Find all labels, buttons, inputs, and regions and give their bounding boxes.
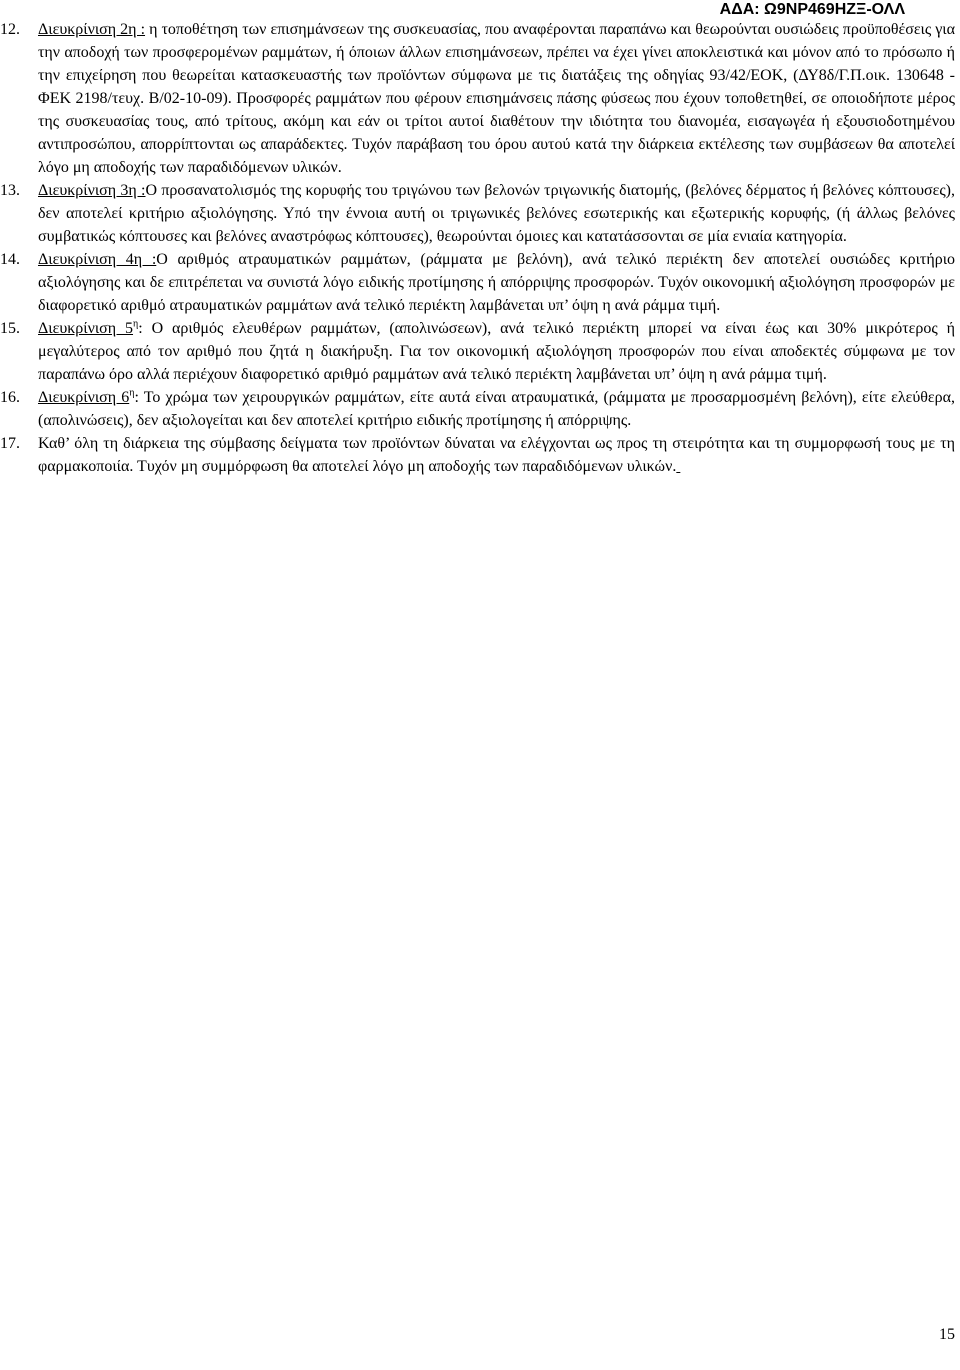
- list-item-16: [0, 386, 955, 432]
- item-text: : Ο αριθμός ελευθέρων ραμμάτων, (απολινώσεων), ανά τελικό περιέκτη μπορεί να είναι έως και 30% μικρότερος ή μεγαλύτερος από τον αριθμό που ζητά η διακήρυξη. Για τον οικονομική αξιολόγηση προσφορών που είναι αποδεκτές σύμφωνα με τον παραπάνω όρο αλλά περιέχουν διαφορετικό αριθμό ραμμάτων ανά τελικό περιέκτη λαμβάνεται υπ’ όψη η ανά ράμμα τιμή.: [38, 320, 955, 383]
- item-title: Διευκρίνιση 2η :: [38, 21, 146, 38]
- list-item-14: [0, 248, 955, 317]
- item-number: 17.: [0, 435, 20, 452]
- item-text: : Το χρώμα των χειρουργικών ραμμάτων, είτε αυτά είναι ατραυματικά, (ράμματα με προσαρμοσμένη βελόνη), είτε ελεύθερα, (απολινώσεις), δεν αξιολογείται και δεν αποτελεί κριτήριο ειδικής προτίμησης ή απόρριψης.: [38, 389, 956, 429]
- list-item-13: [0, 179, 955, 248]
- item-text: Ο αριθμός ατραυματικών ραμμάτων, (ράμματα με βελόνη), ανά τελικό περιέκτη δεν αποτελεί ουσιώδες κριτήριο αξιολόγησης και δε επιτρέπεται να συνιστά λόγο ειδικής προτίμησης ή απόρριψης προσφορών. Τυχόν οικονομική αξιολόγηση προσφορών με διαφορετικό αριθμό ατραυματικών ραμμάτων ανά τελικό περιέκτη λαμβάνεται υπ’ όψη η ανά ράμμα τιμή.: [38, 251, 955, 314]
- item-number: 13.: [0, 182, 20, 199]
- ada-code: ΑΔΑ: Ω9ΝΡ469ΗΖΞ-ΟΛΛ: [719, 1, 905, 18]
- list-item-15: [0, 317, 955, 386]
- item-title: Διευκρίνιση 6: [38, 389, 130, 406]
- page-number: 15: [939, 1326, 955, 1343]
- item-number: 16.: [0, 389, 20, 406]
- item-number: 12.: [0, 21, 20, 38]
- item-text: η τοποθέτηση των επισημάνσεων της συσκευασίας, που αναφέρονται παραπάνω και θεωρούνται ουσιώδεις προϋποθέσεις για την αποδοχή των προσφερομένων ραμμάτων, ή όποιων άλλων επισημάνσεων, πρέπει να έχει γίνει αποκλειστικά και μόνον από το πρόσωπο ή την επιχείρηση που θεωρείται κατασκευαστής των προϊόντων σύμφωνα με τις διατάξεις της οδηγίας 93/42/ΕΟΚ, (ΔΥ8δ/Γ.Π.οικ. 130648 - ΦΕΚ 2198/τευχ. Β/02-10-09). Προσφορές ραμμάτων που φέρουν επισημάνσεις πάσης φύσεως που έχουν τοποθετηθεί, σε οποιοδήποτε μέρος της συσκευασίας τους, από τρίτους, ακόμη και εάν οι τρίτοι αυτοί διαθέτουν την ιδιότητα του διανομέα, εισαγωγέα ή εξουσιοδοτημένου αντιπροσώπου, απορρίπτονται ως απαράδεκτες. Τυχόν παράβαση του όρου αυτού κατά την διάρκεια εκτέλεσης των συμβάσεων θα αποτελεί λόγο μη αποδοχής των παραδιδόμενων υλικών.: [38, 21, 955, 176]
- item-title: Διευκρίνιση 3η :: [38, 182, 146, 199]
- item-number: 14.: [0, 251, 20, 268]
- item-text: Ο προσανατολισμός της κορυφής του τριγώνου των βελονών τριγωνικής διατομής, (βελόνες δέρματος ή βελόνες κόπτουσες), δεν αποτελεί κριτήριο αξιολόγησης. Υπό την έννοια αυτή οι τριγωνικές βελόνες εσωτερικής και εξωτερικής κορυφής, (ή άλλως βελόνες συμβατικώς κόπτουσες και βελόνες αναστρόφως κόπτουσες), θεωρούνται όμοιες και κατατάσσονται σε μία ενιαία κατηγορία.: [38, 182, 956, 245]
- list-item-17: [0, 432, 955, 478]
- item-title-superscript: η: [133, 318, 139, 330]
- item-title: Διευκρίνιση 4η :: [38, 251, 157, 268]
- item-title: Διευκρίνιση 5: [38, 320, 134, 337]
- item-title-superscript: η: [129, 387, 135, 399]
- item-number: 15.: [0, 320, 20, 337]
- document-body: [0, 18, 955, 478]
- list-item-12: [0, 18, 955, 179]
- item-text: Καθ’ όλη τη διάρκεια της σύμβασης δείγματα των προϊόντων δύναται να ελέγχονται ως προς τη στειρότητα και τη συμμορφωσή τους με τη φαρμακοποιία. Τυχόν μη συμμόρφωση θα αποτελεί λόγο μη αποδοχής των παραδιδόμενων υλικών.: [38, 435, 955, 475]
